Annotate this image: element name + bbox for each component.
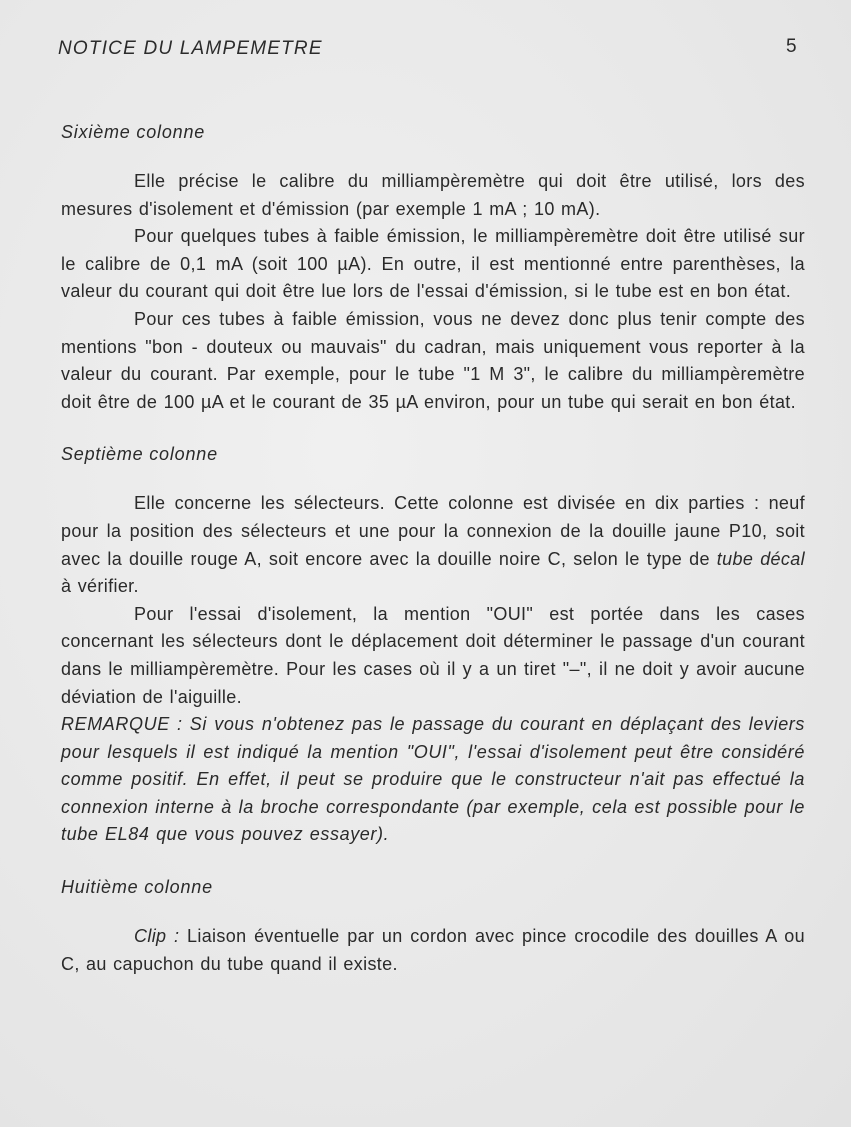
paragraph-seventh-1-end: à vérifier. [61, 576, 139, 597]
page-number: 5 [786, 36, 797, 57]
running-head: NOTICE DU LAMPEMETRE [58, 38, 323, 59]
paragraph-seventh-1 [61, 490, 805, 600]
remark-paragraph: REMARQUE : Si vous n'obtenez pas le passage du courant en déplaçant des leviers pour lesquels il est indiqué la mention "OUI", l'essai d'isolement peut être considéré comme positif. En effet, il peut se produire que le constructeur n'ait pas effectué la connexion interne à la broche correspondante (par exemple, cela est possible pour le tube EL84 que vous pouvez essayer). [61, 714, 805, 845]
section-heading-sixth: Sixième colonne [61, 122, 206, 142]
paragraph-sixth-2: Pour quelques tubes à faible émission, le milliampèremètre doit être utilisé sur le calibre de 0,1 mA (soit 100 µA). En outre, il est mentionné entre parenthèses, la valeur du courant qui doit être lue lors de l'essai d'émission, si le tube est en bon état. [61, 226, 805, 302]
clip-label: Clip : [134, 926, 180, 947]
page-content [61, 118, 805, 978]
clip-text: Liaison éventuelle par un cordon avec pince crocodile des douilles A ou C, au capuchon du tube quand il existe. [61, 926, 805, 974]
paragraph-seventh-1-italic: tube décal [716, 548, 805, 569]
paragraph-sixth-1: Elle précise le calibre du milliampèremètre qui doit être utilisé, lors des mesures d'isolement et d'émission (par exemple 1 mA ; 10 mA). [61, 171, 805, 219]
paragraph-eighth-1 [61, 923, 805, 978]
section-heading-seventh: Septième colonne [61, 444, 218, 465]
paragraph-seventh-1-text: Elle concerne les sélecteurs. Cette colonne est divisée en dix parties : neuf pour la position des sélecteurs et une pour la connexion de la douille jaune P10, soit avec la douille rouge A, soit encore avec la douille noire C, selon le type de [61, 493, 805, 569]
section-heading-eighth: Huitième colonne [61, 877, 213, 898]
paragraph-sixth-3: Pour ces tubes à faible émission, vous ne devez donc plus tenir compte des mentions "bon - douteux ou mauvais" du cadran, mais uniquement vous reporter à la valeur du courant. Par exemple, pour le tube "1 M 3", le calibre du milliampèremètre doit être de 100 µA et le courant de 35 µA environ, pour un tube qui serait en bon état. [61, 308, 805, 412]
paragraph-seventh-2: Pour l'essai d'isolement, la mention "OUI" est portée dans les cases concernant les sélecteurs dont le déplacement doit déterminer le passage d'un courant dans le milliampèremètre. Pour les cases où il y a un tiret "–", il ne doit y avoir aucune déviation de l'aiguille. [61, 603, 805, 707]
